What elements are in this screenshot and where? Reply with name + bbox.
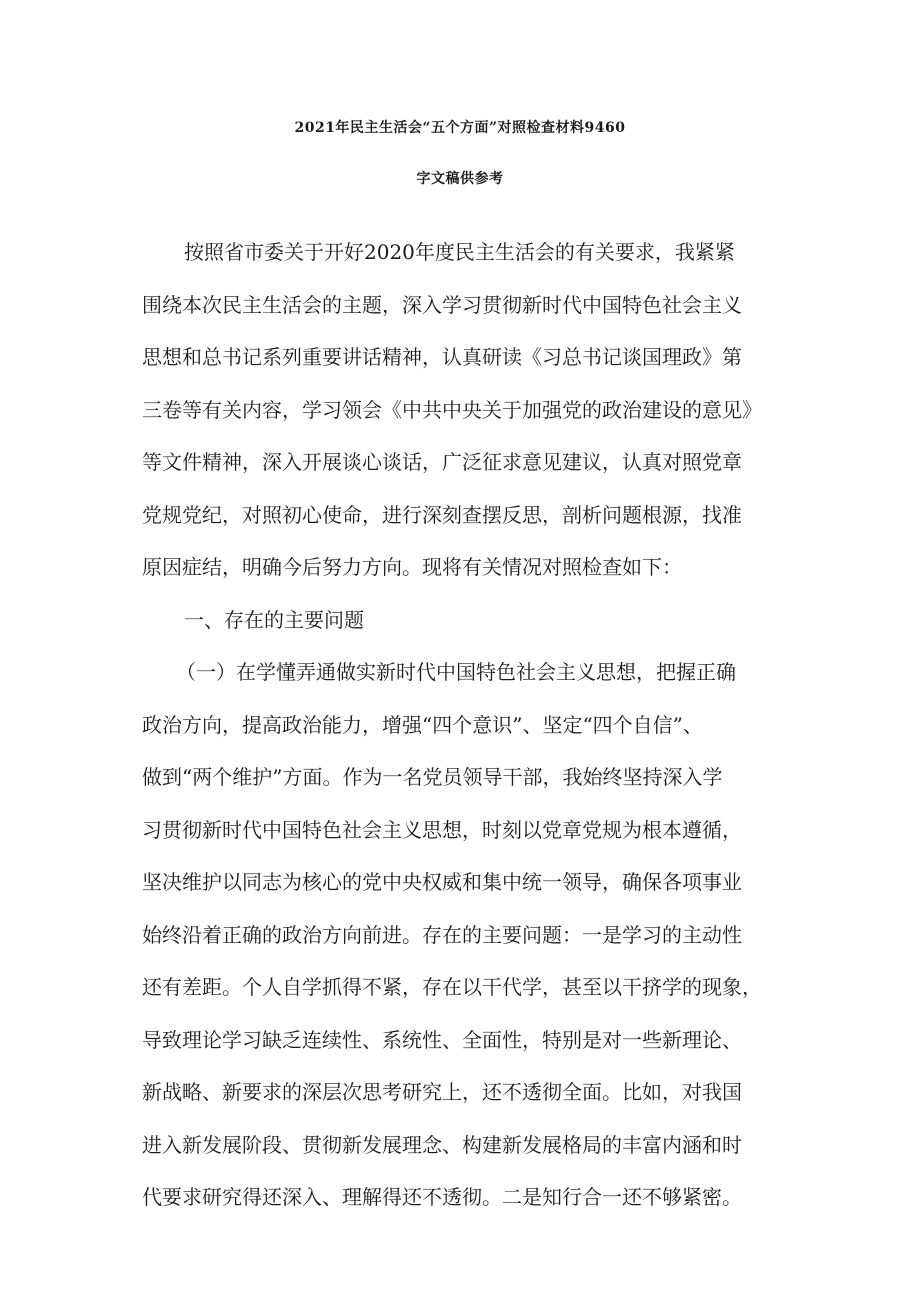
item-line-3: 做到“两个维护”方面。作为一名党员领导干部，我始终坚持深入学: [142, 765, 723, 789]
item-line-9: 新战略、新要求的深层次思考研究上，还不透彻全面。比如，对我国: [142, 1080, 742, 1104]
item-line-4: 习贯彻新时代中国特色社会主义思想，时刻以党章党规为根本遵循，: [142, 817, 742, 842]
item-line-6: 始终沿着正确的政治方向前进。存在的主要问题：一是学习的主动性: [142, 922, 742, 947]
item-line-7: 还有差距。个人自学抓得不紧，存在以干代学，甚至以干挤学的现象，: [142, 975, 762, 999]
intro-line-1: 按照省市委关于开好2020年度民主生活会的有关要求，我紧紧: [184, 240, 735, 264]
document-title-line-1: 2021年民主生活会“五个方面”对照检查材料9460: [294, 120, 626, 136]
item-line-2: 政治方向，提高政治能力，增强“四个意识”、坚定“四个自信”、: [142, 712, 703, 737]
intro-line-4: 三卷等有关内容，学习领会《中共中央关于加强党的政治建设的意见》: [142, 397, 762, 422]
intro-line-5: 等文件精神，深入开展谈心谈话，广泛征求意见建议，认真对照党章: [142, 450, 742, 474]
item-line-5: 坚决维护以同志为核心的党中央权威和集中统一领导，确保各项事业: [142, 870, 742, 894]
document-title-line-2: 字文稿供参考: [416, 171, 504, 187]
section-heading: 一、存在的主要问题: [184, 607, 364, 632]
intro-line-6: 党规党纪，对照初心使命，进行深刻查摆反思，剖析问题根源，找准: [142, 502, 742, 527]
item-line-8: 导致理论学习缺乏连续性、系统性、全面性，特别是对一些新理论、: [142, 1027, 742, 1052]
item-line-1: （一）在学懂弄通做实新时代中国特色社会主义思想，把握正确: [176, 660, 736, 684]
item-line-10: 进入新发展阶段、贯彻新发展理念、构建新发展格局的丰富内涵和时: [142, 1132, 742, 1157]
item-line-11: 代要求研究得还深入、理解得还不透彻。二是知行合一还不够紧密。: [142, 1185, 742, 1209]
intro-line-3: 思想和总书记系列重要讲话精神，认真研读《习总书记谈国理政》第: [142, 345, 742, 369]
intro-line-2: 围绕本次民主生活会的主题，深入学习贯彻新时代中国特色社会主义: [142, 292, 742, 317]
intro-line-7: 原因症结，明确今后努力方向。现将有关情况对照检查如下：: [142, 555, 682, 579]
